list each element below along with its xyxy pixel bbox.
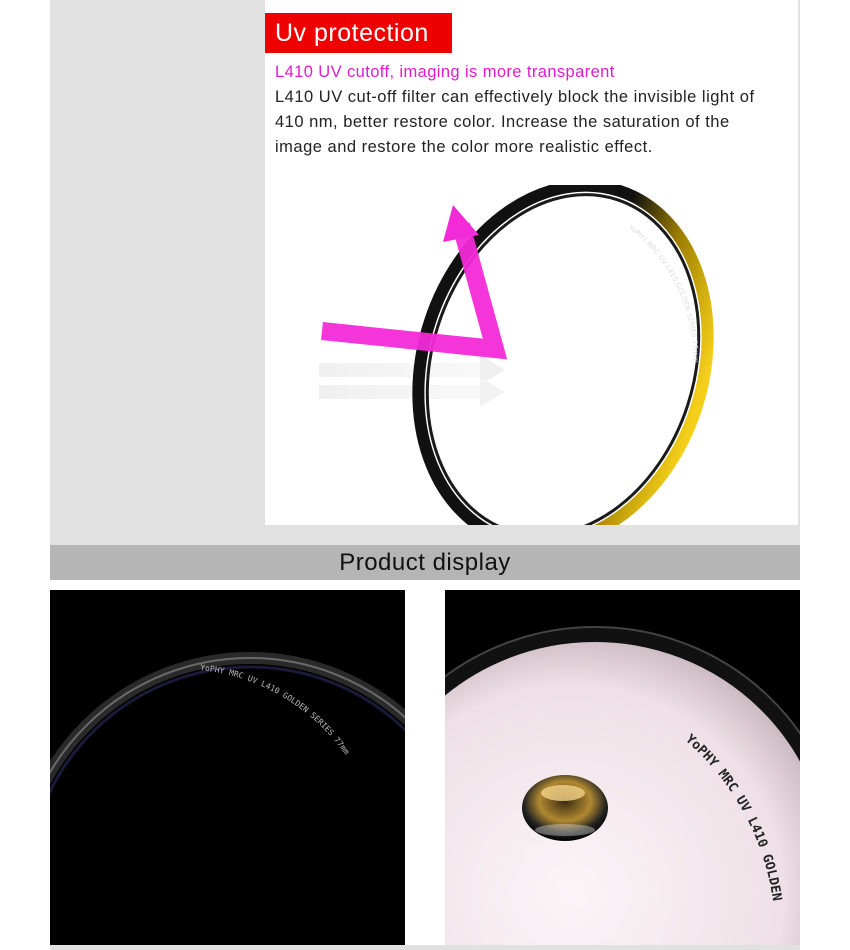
product-display-heading: Product display xyxy=(50,545,800,580)
uv-filter-illustration xyxy=(265,185,798,525)
filter-ring xyxy=(373,185,752,525)
uv-filter-diagram xyxy=(265,185,798,525)
filter-ring-photo xyxy=(50,590,405,945)
water-droplet-photo xyxy=(445,590,800,945)
bottom-strip xyxy=(50,945,800,950)
panel-gap xyxy=(265,525,800,545)
photo-left-ring-engraving: YoPHY MRC UV L410 GOLDEN SERIES 77mm xyxy=(199,663,352,757)
product-photo-water-droplet xyxy=(445,590,800,945)
filter-ring-engraving: YoPHY MRC UV L410 GOLDEN SERIES 77mm xyxy=(627,223,700,363)
uv-cutoff-description: L410 UV cut-off filter can effectively block the invisible light of 410 nm, better restore color. Increase the saturation of the image and restore the color more realistic effect. xyxy=(275,88,755,156)
product-photo-filter-ring xyxy=(50,590,405,945)
left-background-band xyxy=(50,0,265,545)
right-background-edge xyxy=(798,0,800,545)
uv-protection-title: Uv protection xyxy=(265,13,452,53)
visible-light-beams xyxy=(319,355,505,407)
uv-reflection-arrow xyxy=(322,205,495,349)
photo-right-ring-engraving: YoPHY MRC UV L410 GOLDEN xyxy=(682,731,784,903)
uv-cutoff-subtitle: L410 UV cutoff, imaging is more transparent xyxy=(275,63,615,81)
